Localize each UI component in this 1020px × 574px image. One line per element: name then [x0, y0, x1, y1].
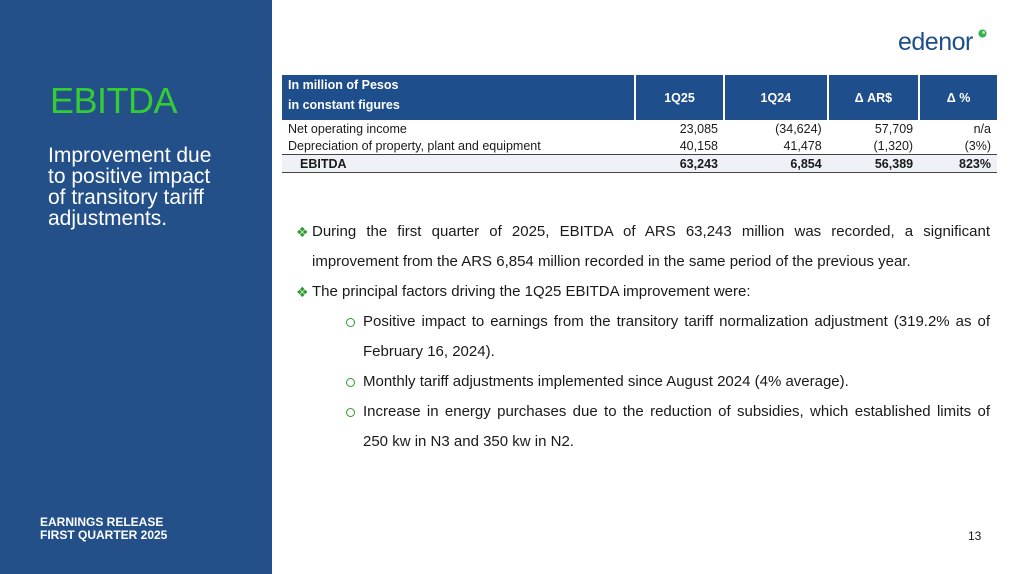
table-cell: n/a: [973, 121, 991, 136]
table-header-row: [282, 75, 997, 120]
sub-bullet-text: Monthly tariff adjustments implemented since August 2024 (4% average).: [363, 373, 849, 390]
circle-bullet-icon: [346, 318, 355, 327]
column-header: Δ AR$: [828, 75, 919, 120]
table-cell: 56,389: [828, 155, 919, 173]
slide-title: EBITDA: [50, 80, 178, 121]
diamond-bullet-icon: ❖: [296, 224, 309, 240]
table-row: [282, 137, 997, 155]
table-total-row: [282, 155, 997, 173]
diamond-bullet-icon: ❖: [296, 284, 309, 300]
sub-bullet-list: [346, 307, 990, 457]
sub-bullet-item: [346, 397, 990, 457]
edenor-logo: edenor: [898, 28, 973, 56]
table-header-description: In million of Pesos in constant figures: [282, 75, 635, 120]
table-cell: 6,854: [724, 155, 828, 173]
sub-bullet-text: Increase in energy purchases due to the reduction of subsidies, which established limits of 250 kw in N3 and 350 kw in N2.: [363, 403, 990, 450]
table-cell: 40,158: [679, 138, 718, 153]
column-header: Δ %: [919, 75, 997, 120]
table-row: [282, 120, 997, 137]
footer-label: EARNINGS RELEASE FIRST QUARTER 2025: [40, 515, 168, 542]
circle-bullet-icon: [346, 378, 355, 387]
table-cell: 63,243: [635, 155, 724, 173]
page-number: 13: [968, 529, 982, 543]
bullet-item: [296, 277, 990, 307]
table-cell: (1,320): [873, 138, 914, 153]
column-header: 1Q24: [724, 75, 828, 120]
sub-bullet-item: [346, 367, 990, 397]
bullet-text: The principal factors driving the 1Q25 EBITDA improvement were:: [312, 283, 751, 300]
bullet-text: During the first quarter of 2025, EBITDA of ARS 63,243 million was recorded, a significant improvement from the ARS 6,854 million recorded in the same period of the previous year.: [312, 223, 990, 270]
row-label: Net operating income: [288, 121, 407, 136]
table-cell: (3%): [964, 138, 991, 153]
body-text: [296, 217, 990, 457]
green-dot-icon: [978, 29, 987, 38]
sub-bullet-text: Positive impact to earnings from the transitory tariff normalization adjustment (319.2% as of February 16, 2024).: [363, 313, 990, 360]
table-cell: 57,709: [874, 121, 914, 136]
sidebar-panel: [0, 0, 272, 574]
sub-bullet-item: [346, 307, 990, 367]
bullet-item: [296, 217, 990, 277]
table-cell: 23,085: [679, 121, 718, 136]
ebitda-table: [282, 75, 997, 173]
table-cell: 41,478: [783, 138, 822, 153]
table-cell: (34,624): [775, 121, 822, 136]
slide-subtitle: Improvement due to positive impact of transitory tariff adjustments.: [48, 144, 212, 230]
row-label: EBITDA: [282, 155, 635, 173]
table-cell: 823%: [919, 155, 997, 173]
column-header: 1Q25: [635, 75, 724, 120]
row-label: Depreciation of property, plant and equipment: [288, 138, 541, 153]
circle-bullet-icon: [346, 408, 355, 417]
